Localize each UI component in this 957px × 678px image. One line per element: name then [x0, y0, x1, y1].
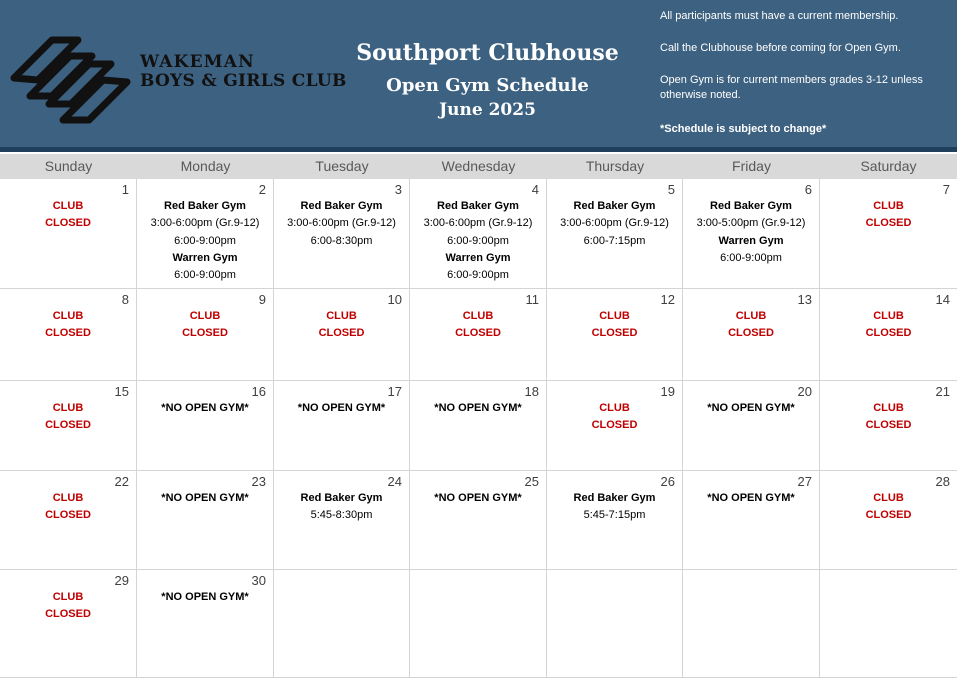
- club-closed-label: CLOSED: [182, 327, 228, 340]
- event-line: 5:45-7:15pm: [583, 509, 646, 522]
- day-number: 21: [935, 384, 950, 399]
- day-number: 10: [387, 292, 402, 307]
- dow-friday: Friday: [732, 158, 771, 174]
- day-number: 5: [667, 182, 675, 197]
- week-row: [0, 570, 957, 678]
- note-call-ahead: Call the Clubhouse before coming for Open Gym.: [660, 42, 901, 54]
- club-closed-label: CLUB: [52, 591, 84, 603]
- week-row: [0, 289, 957, 381]
- day-cell-28: [820, 471, 957, 569]
- day-number: 7: [942, 182, 950, 197]
- event-line: Red Baker Gym: [573, 200, 656, 212]
- day-cell-22: [0, 471, 137, 569]
- note-schedule-change: *Schedule is subject to change*: [660, 123, 827, 135]
- day-cell-21: [820, 381, 957, 470]
- day-cell-17: [274, 381, 410, 470]
- dow-tuesday: Tuesday: [315, 158, 369, 174]
- note-eligibility: Open Gym is for current members grades 3-12 unless otherwise noted.: [660, 74, 923, 101]
- event-line: Red Baker Gym: [573, 492, 656, 504]
- club-closed-label: CLUB: [462, 310, 494, 322]
- event-line: 3:00-6:00pm (Gr.9-12): [560, 217, 669, 230]
- day-cell-26: [547, 471, 683, 569]
- club-closed-label: CLUB: [873, 492, 904, 504]
- day-cell-11: [410, 289, 547, 380]
- day-number: 6: [804, 182, 812, 197]
- event-line: *NO OPEN GYM*: [297, 402, 386, 414]
- day-cell-27: [683, 471, 820, 569]
- day-number: 4: [531, 182, 539, 197]
- day-cell-30: [137, 570, 274, 677]
- day-cell-29: [0, 570, 137, 677]
- club-closed-label: CLOSED: [865, 509, 912, 522]
- club-closed-label: CLUB: [52, 492, 84, 504]
- day-cell-23: [137, 471, 274, 569]
- header-banner: [0, 0, 957, 147]
- club-closed-label: CLUB: [189, 310, 221, 322]
- club-closed-label: CLUB: [873, 402, 904, 414]
- event-line: 5:45-8:30pm: [310, 509, 373, 522]
- club-closed-label: CLOSED: [45, 327, 91, 340]
- event-line: *NO OPEN GYM*: [161, 402, 249, 414]
- club-closed-label: CLOSED: [591, 327, 638, 340]
- day-events: [547, 179, 682, 250]
- club-closed-label: CLOSED: [45, 608, 91, 621]
- day-number: 23: [251, 474, 266, 489]
- page-title: Southport Clubhouse: [356, 40, 619, 66]
- event-line: Warren Gym: [172, 251, 238, 264]
- day-cell-19: [547, 381, 683, 470]
- day-cell-14: [820, 289, 957, 380]
- club-closed-label: CLOSED: [455, 327, 501, 340]
- week-row: [0, 381, 957, 471]
- club-closed-label: CLOSED: [318, 327, 365, 340]
- day-number: 14: [935, 292, 950, 307]
- event-line: Warren Gym: [445, 251, 511, 264]
- event-line: 6:00-9:00pm: [174, 269, 236, 282]
- days-of-week-header: [0, 154, 957, 179]
- day-cell-13: [683, 289, 820, 380]
- day-number: 19: [660, 384, 675, 399]
- day-cell-25: [410, 471, 547, 569]
- dow-saturday: Saturday: [860, 158, 917, 174]
- day-number: 8: [121, 292, 129, 307]
- event-line: 6:00-9:00pm: [447, 234, 509, 247]
- day-events: [683, 570, 819, 589]
- day-number: 27: [797, 474, 812, 489]
- day-number: 2: [258, 182, 266, 197]
- day-number: 11: [525, 292, 539, 307]
- event-line: 3:00-6:00pm (Gr.9-12): [287, 217, 396, 230]
- club-closed-label: CLUB: [52, 402, 84, 414]
- day-cell-7: [820, 179, 957, 288]
- day-number: 15: [114, 384, 129, 399]
- event-line: Red Baker Gym: [300, 200, 383, 212]
- event-line: Red Baker Gym: [710, 200, 792, 212]
- event-line: *NO OPEN GYM*: [161, 591, 249, 603]
- day-cell-8: [0, 289, 137, 380]
- event-line: *NO OPEN GYM*: [434, 492, 522, 504]
- day-events: [137, 289, 273, 343]
- event-line: Red Baker Gym: [164, 200, 246, 212]
- day-number: 20: [797, 384, 812, 399]
- week-row: [0, 471, 957, 570]
- day-number: 9: [258, 292, 266, 307]
- empty-day-cell: [820, 570, 957, 677]
- club-closed-label: CLOSED: [865, 327, 912, 340]
- club-closed-label: CLOSED: [45, 217, 91, 230]
- event-line: *NO OPEN GYM*: [161, 492, 249, 504]
- day-number: 30: [251, 573, 266, 588]
- empty-day-cell: [410, 570, 547, 677]
- dow-thursday: Thursday: [585, 158, 645, 174]
- event-line: 3:00-5:00pm (Gr.9-12): [696, 217, 806, 230]
- club-closed-label: CLOSED: [728, 327, 774, 340]
- day-cell-24: [274, 471, 410, 569]
- day-cell-16: [137, 381, 274, 470]
- day-cell-3: [274, 179, 410, 288]
- club-closed-label: CLUB: [873, 200, 904, 212]
- club-closed-label: CLOSED: [865, 419, 912, 432]
- day-cell-9: [137, 289, 274, 380]
- week-row: [0, 179, 957, 289]
- day-number: 17: [387, 384, 402, 399]
- day-number: 24: [387, 474, 402, 489]
- day-number: 22: [114, 474, 129, 489]
- day-events: [820, 179, 957, 233]
- event-line: *NO OPEN GYM*: [707, 492, 795, 504]
- event-line: 6:00-9:00pm: [447, 269, 509, 282]
- note-membership: All participants must have a current membership.: [660, 10, 899, 22]
- event-line: 3:00-6:00pm (Gr.9-12): [150, 217, 260, 230]
- day-cell-4: [410, 179, 547, 288]
- day-number: 26: [660, 474, 675, 489]
- day-events: [820, 570, 957, 589]
- event-line: Red Baker Gym: [300, 492, 383, 504]
- event-line: 6:00-9:00pm: [174, 234, 236, 247]
- day-cell-1: [0, 179, 137, 288]
- day-cell-10: [274, 289, 410, 380]
- page-subtitle: Open Gym Schedule: [386, 75, 589, 96]
- event-line: *NO OPEN GYM*: [707, 402, 795, 414]
- dow-wednesday: Wednesday: [441, 158, 516, 174]
- day-events: [410, 179, 546, 284]
- day-cell-15: [0, 381, 137, 470]
- empty-day-cell: [274, 570, 410, 677]
- day-number: 28: [935, 474, 950, 489]
- day-events: [274, 570, 409, 589]
- club-logo-hands-icon: [8, 34, 133, 126]
- day-cell-5: [547, 179, 683, 288]
- club-closed-label: CLUB: [52, 310, 84, 322]
- calendar-grid: [0, 179, 957, 678]
- club-closed-label: CLUB: [326, 310, 357, 322]
- notes-block: [660, 9, 950, 154]
- empty-day-cell: [683, 570, 820, 677]
- day-events: [137, 179, 273, 284]
- day-number: 12: [660, 292, 675, 307]
- event-line: 3:00-6:00pm (Gr.9-12): [423, 217, 533, 230]
- day-number: 29: [114, 573, 129, 588]
- club-closed-label: CLUB: [599, 402, 630, 414]
- schedule-month: June 2025: [439, 100, 536, 120]
- day-number: 13: [797, 292, 812, 307]
- club-closed-label: CLOSED: [865, 217, 912, 230]
- empty-day-cell: [547, 570, 683, 677]
- day-events: [0, 289, 136, 343]
- day-number: 3: [394, 182, 402, 197]
- day-events: [0, 179, 136, 233]
- event-line: 6:00-7:15pm: [583, 234, 646, 247]
- day-cell-2: [137, 179, 274, 288]
- day-events: [410, 570, 546, 589]
- club-closed-label: CLUB: [52, 200, 84, 212]
- day-number: 25: [524, 474, 539, 489]
- day-cell-20: [683, 381, 820, 470]
- event-line: 6:00-8:30pm: [310, 234, 373, 247]
- day-events: [683, 179, 819, 267]
- day-events: [547, 570, 682, 589]
- dow-monday: Monday: [180, 158, 231, 174]
- club-closed-label: CLUB: [735, 310, 767, 322]
- day-number: 1: [121, 182, 129, 197]
- day-events: [274, 179, 409, 250]
- title-block: [340, 38, 635, 121]
- event-line: 6:00-9:00pm: [720, 251, 782, 264]
- event-line: *NO OPEN GYM*: [434, 402, 522, 414]
- club-closed-label: CLOSED: [45, 509, 91, 522]
- day-number: 16: [251, 384, 266, 399]
- event-line: Red Baker Gym: [437, 200, 519, 212]
- dow-sunday: Sunday: [44, 158, 93, 174]
- club-closed-label: CLOSED: [591, 419, 638, 432]
- organization-name: [140, 53, 347, 91]
- day-cell-12: [547, 289, 683, 380]
- day-cell-6: [683, 179, 820, 288]
- club-closed-label: CLUB: [599, 310, 630, 322]
- event-line: Warren Gym: [718, 234, 784, 247]
- org-line-2: BOYS & GIRLS CLUB: [140, 71, 347, 91]
- club-closed-label: CLOSED: [45, 419, 91, 432]
- club-closed-label: CLUB: [873, 310, 904, 322]
- org-line-1: WAKEMAN: [140, 52, 255, 72]
- day-cell-18: [410, 381, 547, 470]
- day-number: 18: [524, 384, 539, 399]
